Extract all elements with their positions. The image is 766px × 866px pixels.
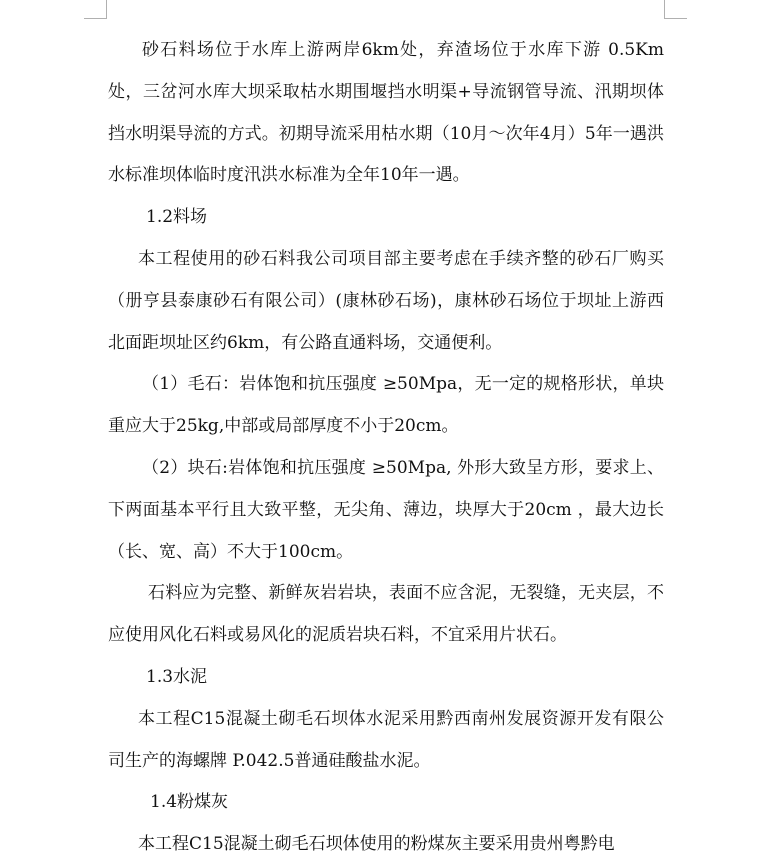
paragraph-stone-quality: 石料应为完整、新鲜灰岩岩块，表面不应含泥，无裂缝，无夹层，不应使用风化石料或易风化的泥质岩块石料，不宜采用片状石。 [108,583,664,646]
paragraph-block-stone: （2）块石:岩体饱和抗压强度 ≥50Mpa, 外形大致呈方形，要求上、下两面基本平行且大致平整，无尖角、薄边，块厚大于20cm ，最大边长（长、宽、高）不大于100cm。 [108,457,664,562]
paragraph-cement-supplier: 本工程C15混凝土砌毛石坝体水泥采用黔西南州发展资源开发有限公司生产的海螺牌 P.042.5普通硅酸盐水泥。 [108,708,664,771]
page-corner-mark-left [84,0,107,19]
paragraph-reservoir-diversion: 砂石料场位于水库上游两岸6km处，弃渣场位于水库下游 0.5Km处，三岔河水库大坝采取枯水期围堰挡水明渠+导流钢管导流、汛期坝体挡水明渠导流的方式。初期导流采用枯水期（10月～次年4月）5年一遇洪水标准坝体临时度汛洪水标准为全年10年一遇。 [108,40,664,186]
heading-material-yard: 1.2料场 [146,207,208,228]
document-body [108,30,664,866]
paragraph-sand-stone-purchase: 本工程使用的砂石料我公司项目部主要考虑在手续齐整的砂石厂购买（册亨县泰康砂石有限公司）(康林砂石场)，康林砂石场位于坝址上游西北面距坝址区约6km，有公路直通料场，交通便利。 [108,248,664,353]
paragraph-fly-ash-supplier: 本工程C15混凝土砌毛石坝体使用的粉煤灰主要采用贵州粤黔电 [138,834,615,855]
heading-fly-ash: 1.4粉煤灰 [150,792,229,813]
heading-cement: 1.3水泥 [146,666,208,687]
page-corner-mark-right [664,0,687,19]
paragraph-rubble-stone: （1）毛石：岩体饱和抗压强度 ≥50Mpa，无一定的规格形状，单块重应大于25kg,中部或局部厚度不小于20cm。 [108,374,664,437]
